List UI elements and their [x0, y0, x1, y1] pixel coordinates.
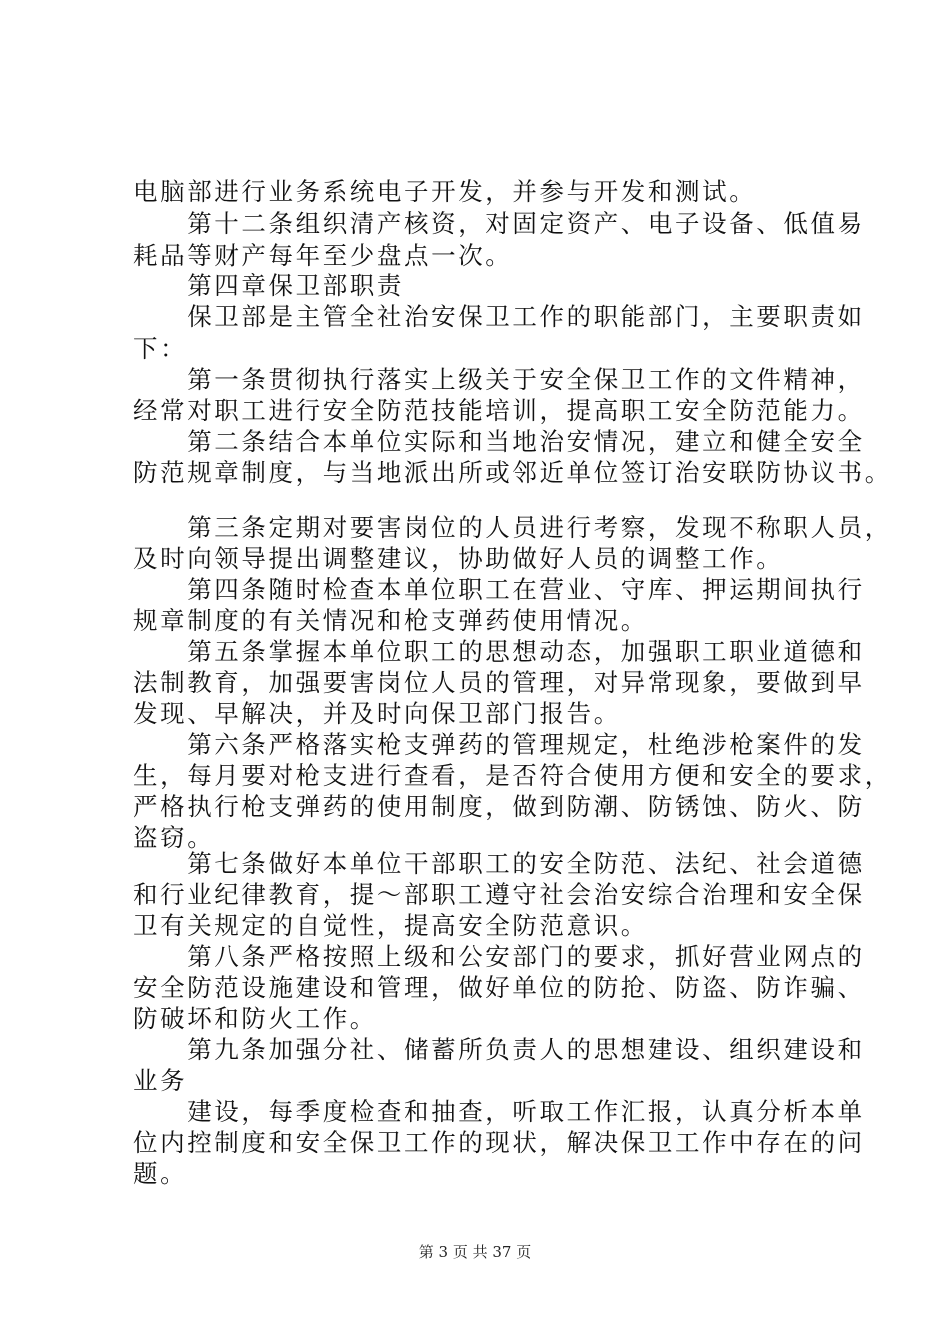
text-line: 保卫部是主管全社治安保卫工作的职能部门，主要职责如: [133, 302, 865, 331]
text-line: 及时向领导提出调整建议，协助做好人员的调整工作。: [133, 544, 784, 573]
text-line: 第十二条组织清产核资，对固定资产、电子设备、低值易: [133, 209, 865, 238]
text-line: 题。: [133, 1159, 188, 1188]
text-line: 第四条随时检查本单位职工在营业、守库、押运期间执行: [133, 575, 865, 604]
text-line: 第五条掌握本单位职工的思想动态，加强职工职业道德和: [133, 637, 865, 666]
text-line: 下：: [133, 334, 188, 363]
text-line: 安全防范设施建设和管理，做好单位的防抢、防盗、防诈骗、: [133, 973, 865, 1002]
text-line: 位内控制度和安全保卫工作的现状，解决保卫工作中存在的问: [133, 1128, 865, 1157]
text-line: 第三条定期对要害岗位的人员进行考察，发现不称职人员，: [133, 513, 892, 542]
text-line: 法制教育，加强要害岗位人员的管理，对异常现象，要做到早: [133, 668, 865, 697]
text-line: 卫有关规定的自觉性，提高安全防范意识。: [133, 911, 648, 940]
text-line: 第二条结合本单位实际和当地治安情况，建立和健全安全: [133, 427, 865, 456]
text-line: 业务: [133, 1066, 188, 1095]
text-line: 第九条加强分社、储蓄所负责人的思想建设、组织建设和: [133, 1035, 865, 1064]
text-line: 防破坏和防火工作。: [133, 1004, 377, 1033]
text-line: 第七条做好本单位干部职工的安全防范、法纪、社会道德: [133, 849, 865, 878]
text-line: 发现、早解决，并及时向保卫部门报告。: [133, 699, 621, 728]
text-line: 第一条贯彻执行落实上级关于安全保卫工作的文件精神，: [133, 365, 865, 394]
text-line: 耗品等财产每年至少盘点一次。: [133, 241, 513, 270]
text-line: 盗窃。: [133, 823, 215, 852]
text-line: 生，每月要对枪支进行查看，是否符合使用方便和安全的要求，: [133, 761, 892, 790]
text-line: 规章制度的有关情况和枪支弹药使用情况。: [133, 606, 648, 635]
text-line: 第八条严格按照上级和公安部门的要求，抓好营业网点的: [133, 942, 865, 971]
text-line: 建设，每季度检查和抽查，听取工作汇报，认真分析本单: [133, 1097, 865, 1126]
text-line: 经常对职工进行安全防范技能培训，提高职工安全防范能力。: [133, 396, 865, 425]
text-line: 防范规章制度，与当地派出所或邻近单位签订治安联防协议书。: [133, 458, 892, 487]
text-line: 严格执行枪支弹药的使用制度，做到防潮、防锈蚀、防火、防: [133, 792, 865, 821]
text-line: 电脑部进行业务系统电子开发，并参与开发和测试。: [133, 177, 757, 206]
page-number-footer: 第 3 页 共 37 页: [418, 1243, 532, 1261]
text-line: 第六条严格落实枪支弹药的管理规定，杜绝涉枪案件的发: [133, 730, 865, 759]
section-heading: 第四章保卫部职责: [133, 271, 404, 300]
text-line: 和行业纪律教育，提～部职工遵守社会治安综合治理和安全保: [133, 880, 865, 909]
